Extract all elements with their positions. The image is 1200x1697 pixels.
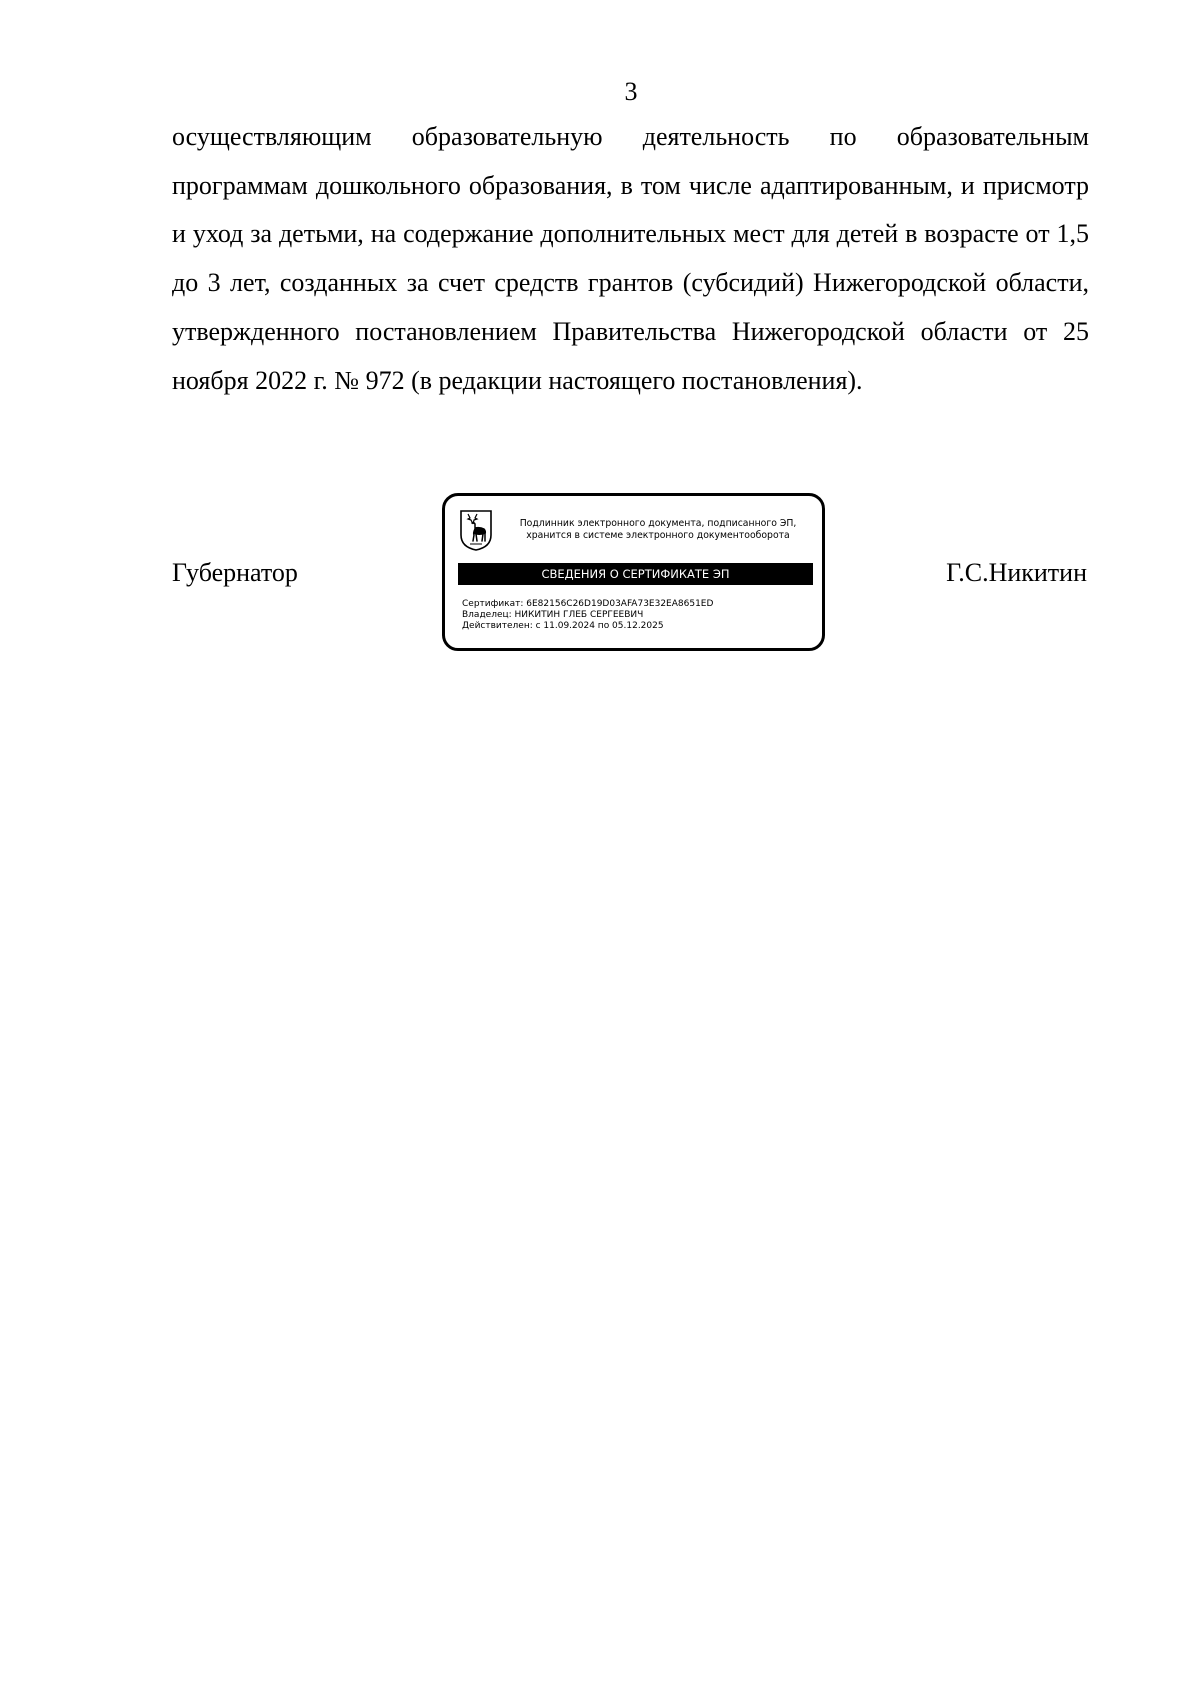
signatory-position: Губернатор [172, 558, 298, 587]
electronic-signature-stamp [442, 493, 825, 651]
certificate-owner: Владелец: НИКИТИН ГЛЕБ СЕРГЕЕВИЧ [462, 610, 644, 621]
body-paragraph: осуществляющим образовательную деятельность по образовательным программам дошкольного образования, в том числе адаптированным, и присмотр и уход за детьми, на содержание дополнительных мест для детей в возрасте от 1,5 до 3 лет, созданных за счет средств грантов (субсидий) Нижегородской области, утвержденного постановлением Правительства Нижегородской области от 25 ноября 2022 г. № 972 (в редакции настоящего постановления). [172, 122, 1089, 395]
stamp-note [495, 518, 821, 542]
stamp-note-line: Подлинник электронного документа, подписанного ЭП, [519, 518, 797, 529]
body-text [172, 113, 1089, 405]
signatory-name: Г.С.Никитин [946, 558, 1087, 587]
nizhny-novgorod-deer-emblem-icon [459, 509, 493, 551]
certificate-id: Сертификат: 6E82156C26D19D03AFA73E32EA8651ED [462, 599, 714, 609]
page-number: 3 [624, 77, 638, 106]
certificate-validity: Действителен: с 11.09.2024 по 05.12.2025 [462, 621, 664, 632]
stamp-heading: СВЕДЕНИЯ О СЕРТИФИКАТЕ ЭП [458, 563, 813, 585]
stamp-note-line: хранится в системе электронного документооборота [526, 530, 790, 541]
stamp-certificate-details [462, 599, 713, 633]
